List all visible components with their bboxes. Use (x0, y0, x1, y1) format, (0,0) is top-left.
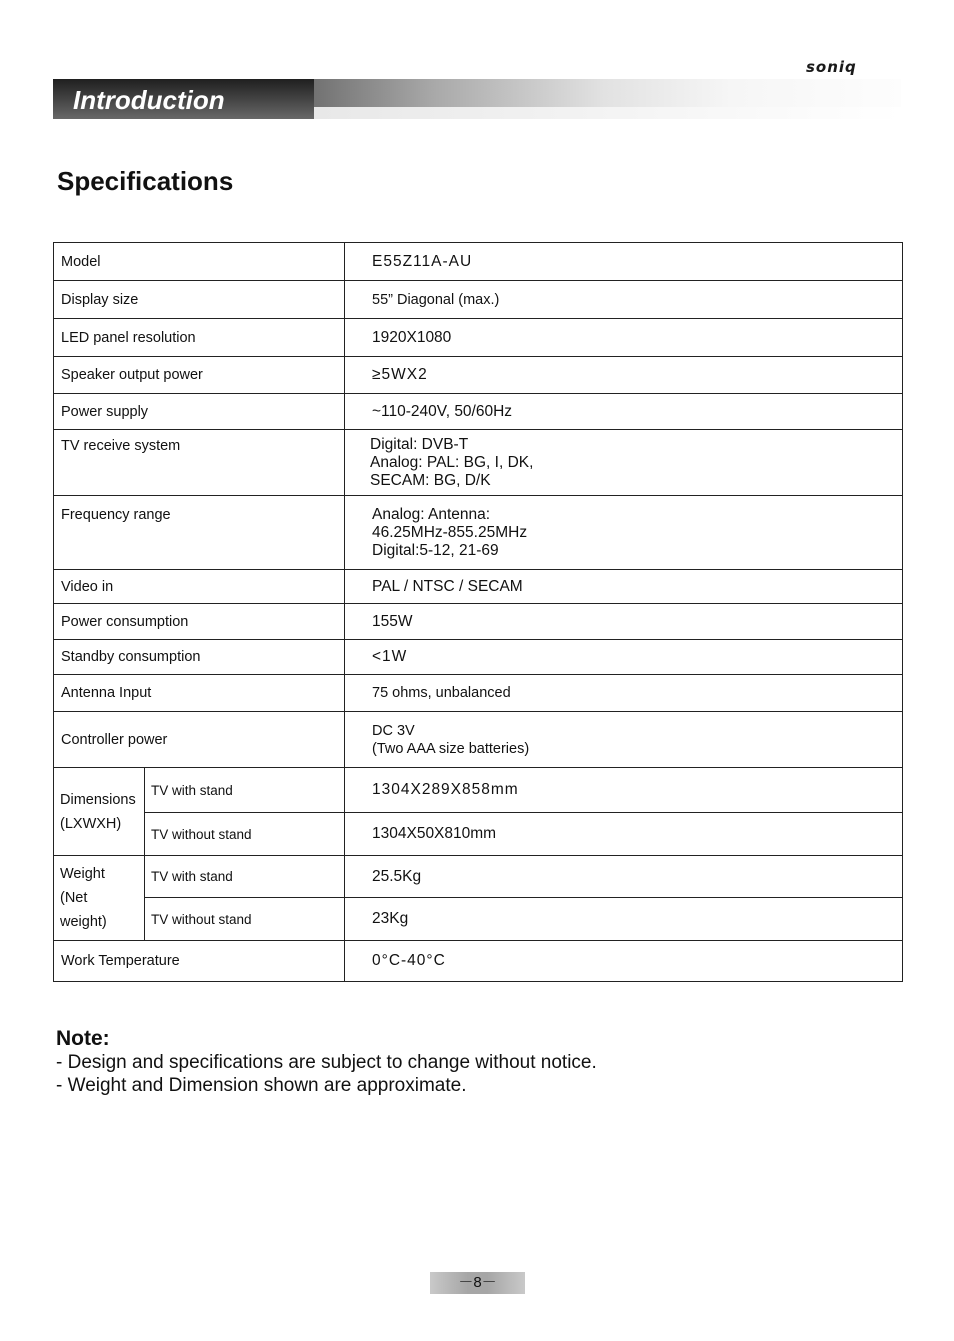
spec-value: 155W (345, 604, 903, 640)
value-line: SECAM: BG, D/K (370, 471, 491, 489)
spec-value: ≥5WX2 (345, 357, 903, 394)
table-row (54, 768, 903, 813)
spec-value: 0°C-40°C (345, 941, 903, 982)
page-title: Specifications (57, 166, 234, 196)
spec-value: 1304X50X810mm (345, 813, 903, 856)
label-line: Dimensions (60, 791, 136, 808)
table-row (54, 243, 903, 281)
section-header-bar (53, 79, 901, 119)
table-row (54, 281, 903, 319)
section-bar-highlight (314, 107, 901, 119)
value-line: Analog: Antenna: (372, 505, 491, 523)
spec-value (345, 430, 903, 496)
table-row (54, 856, 903, 898)
table-row (54, 604, 903, 640)
value-line: DC 3V (372, 722, 415, 739)
spec-value: 1304X289X858mm (345, 768, 903, 813)
spec-value: 25.5Kg (345, 856, 903, 898)
spec-value (345, 496, 903, 570)
spec-label: Standby consumption (54, 640, 345, 675)
spec-label: Work Temperature (54, 941, 345, 982)
value-line: (Two AAA size batteries) (372, 740, 530, 757)
spec-label: Antenna Input (54, 675, 345, 712)
spec-value: <1W (345, 640, 903, 675)
spec-label: Power supply (54, 394, 345, 430)
table-row (54, 813, 903, 856)
spec-label: Speaker output power (54, 357, 345, 394)
spec-value: PAL / NTSC / SECAM (345, 570, 903, 604)
section-title: Introduction (73, 85, 225, 115)
spec-value: ~110-240V, 50/60Hz (345, 394, 903, 430)
specifications-table (53, 242, 903, 982)
spec-label (54, 856, 145, 941)
spec-label: TV receive system (54, 430, 345, 496)
spec-value (345, 712, 903, 768)
spec-label: Video in (54, 570, 345, 604)
note-line: - Design and specifications are subject to change without notice. (56, 1052, 597, 1073)
spec-sublabel: TV with stand (145, 856, 345, 898)
table-row (54, 357, 903, 394)
spec-value: 75 ohms, unbalanced (345, 675, 903, 712)
spec-label: Frequency range (54, 496, 345, 570)
brand-logo: soniq (806, 58, 857, 76)
table-row (54, 496, 903, 570)
spec-label: Model (54, 243, 345, 281)
note-title: Note: (56, 1027, 110, 1050)
spec-label: Display size (54, 281, 345, 319)
value-line: Digital:5-12, 21-69 (372, 541, 499, 559)
table-row (54, 640, 903, 675)
table-row (54, 570, 903, 604)
value-line: Digital: DVB-T (370, 435, 469, 453)
spec-label (54, 768, 145, 856)
page-number: －8－ (430, 1272, 525, 1294)
spec-value: 1920X1080 (345, 319, 903, 357)
table-row (54, 941, 903, 982)
spec-value: 23Kg (345, 898, 903, 941)
spec-value: 55” Diagonal (max.) (345, 281, 903, 319)
label-line: (LXWXH) (60, 815, 122, 832)
label-line: Weight (60, 866, 105, 882)
table-row (54, 394, 903, 430)
spec-value: E55Z11A-AU (345, 243, 903, 281)
table-row (54, 675, 903, 712)
spec-sublabel: TV without stand (145, 813, 345, 856)
table-row (54, 430, 903, 496)
spec-label: Power consumption (54, 604, 345, 640)
label-line: (Net weight) (60, 890, 107, 930)
spec-label: Controller power (54, 712, 345, 768)
spec-label: LED panel resolution (54, 319, 345, 357)
note-section (56, 1027, 856, 1097)
value-line: 46.25MHz-855.25MHz (372, 523, 528, 541)
note-line: - Weight and Dimension shown are approximate. (56, 1075, 467, 1096)
spec-sublabel: TV with stand (145, 768, 345, 813)
table-row (54, 319, 903, 357)
table-row (54, 898, 903, 941)
spec-sublabel: TV without stand (145, 898, 345, 941)
value-line: Analog: PAL: BG, I, DK, (370, 453, 534, 471)
table-row (54, 712, 903, 768)
